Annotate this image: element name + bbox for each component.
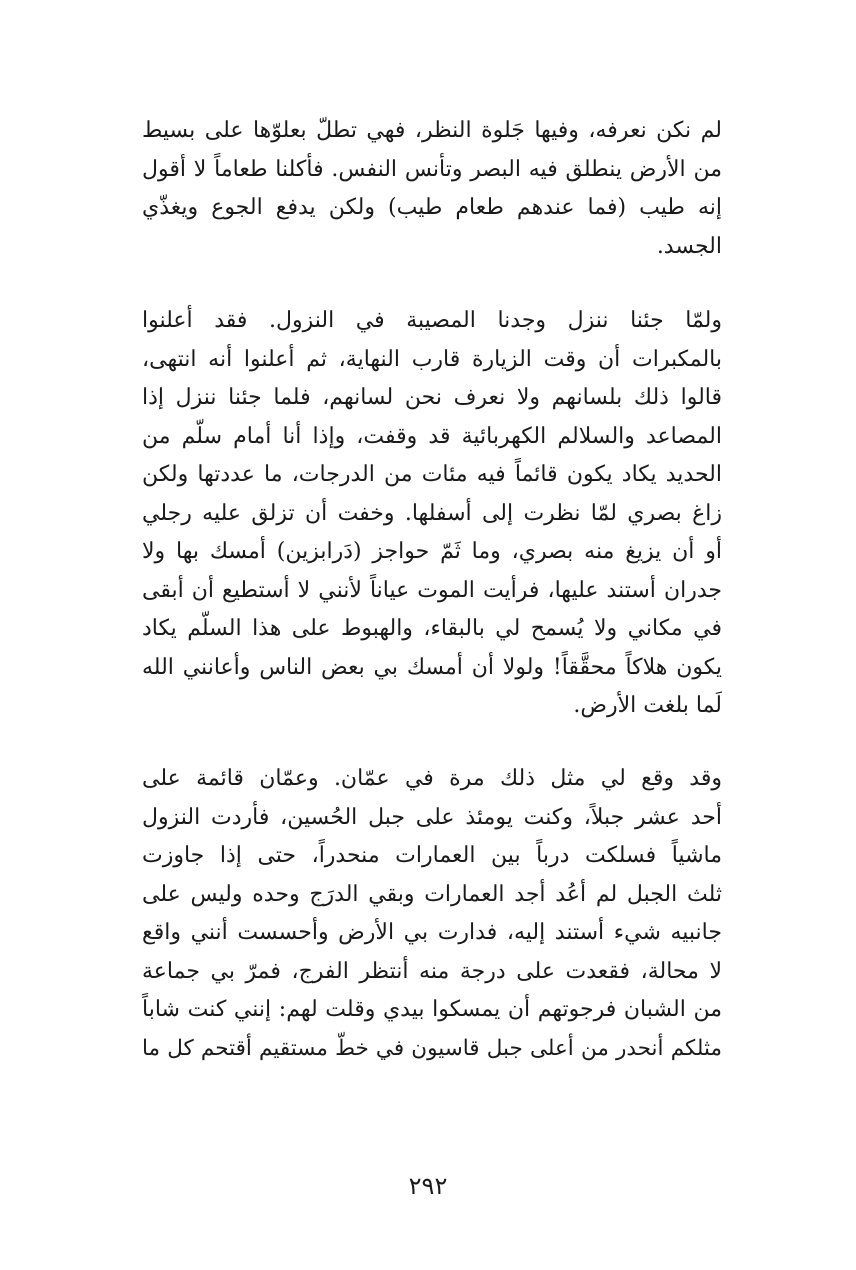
text-line: لا محالة، فقعدت على درجة منه أنتظر الفرج، فمرّ بي جماعة: [142, 958, 722, 984]
text-line: قالوا ذلك بلسانهم ولا نعرف نحن لسانهم، فلما جئنا ننزل إذا: [142, 385, 722, 410]
text-line: جانبيه شيء أستند إليه، فدارت بي الأرض وأحسست أنني واقع: [142, 920, 722, 945]
text-line: أحد عشر جبلاً، وكنت يومئذ على جبل الحُسين، فأردت النزول: [142, 804, 722, 830]
paragraph-2: [142, 302, 722, 726]
text-line: ثلث الجبل لم أعُد أجد العمارات وبقي الدرَج وحده وليس على: [142, 881, 722, 907]
text-line: وقد وقع لي مثل ذلك مرة في عمّان. وعمّان قائمة على: [142, 766, 722, 791]
text-line: ماشياً فسلكت درباً بين العمارات منحدراً، حتى إذا جاوزت: [142, 843, 722, 868]
text-line: المصاعد والسلالم الكهربائية قد وقفت، وإذا أنا أمام سلّم من: [142, 423, 722, 449]
text-line: لم نكن نعرفه، وفيها جَلوة النظر، فهي تطلّ بعلوّها على بسيط: [142, 118, 722, 143]
text-line: من الشبان فرجوتهم أن يمسكوا بيدي وقلت لهم: إنني كنت شاباً: [142, 997, 722, 1022]
text-line: أو أن يزيغ منه بصري، وما ثَمّ حواجز (دَرابزين) أمسك بها ولا: [142, 539, 722, 564]
text-line: في مكاني ولا يُسمح لي بالبقاء، والهبوط على هذا السلّم يكاد: [142, 616, 722, 641]
text-line: جدران أستند عليها، فرأيت الموت عياناً لأنني لا أستطيع أن أبقى: [142, 577, 722, 603]
text-line: إنه طيب (فما عندهم طعام طيب) ولكن يدفع الجوع ويغذّي: [142, 195, 722, 220]
text-line: يكون هلاكاً محقَّقاً! ولولا أن أمسك بي بعض الناس وأعانني الله: [142, 654, 722, 680]
text-line: لَما بلغت الأرض.: [573, 693, 722, 718]
text-line: الحديد يكاد يكون قائماً فيه مئات من الدرجات، ما عددتها ولكن: [142, 462, 722, 487]
text-line: مثلكم أنحدر من أعلى جبل قاسيون في خطّ مستقيم أقتحم كل ما: [142, 1035, 722, 1061]
paragraph-1: [142, 112, 722, 266]
page-number: ٢٩٢: [408, 1172, 448, 1200]
text-line: الجسد.: [656, 233, 722, 259]
text-line: من الأرض ينطلق فيه البصر وتأنس النفس. فأكلنا طعاماً لا أقول: [142, 156, 722, 182]
text-line: بالمكبرات أن وقت الزيارة قارب النهاية، ثم أعلنوا أنه انتهى،: [142, 346, 722, 372]
paragraph-3: [142, 760, 722, 1068]
text-line: ولمّا جئنا ننزل وجدنا المصيبة في النزول. فقد أعلنوا: [142, 308, 722, 333]
text-line: زاغ بصري لمّا نظرت إلى أسفلها. وخفت أن تزلق عليه رجلي: [142, 500, 722, 526]
